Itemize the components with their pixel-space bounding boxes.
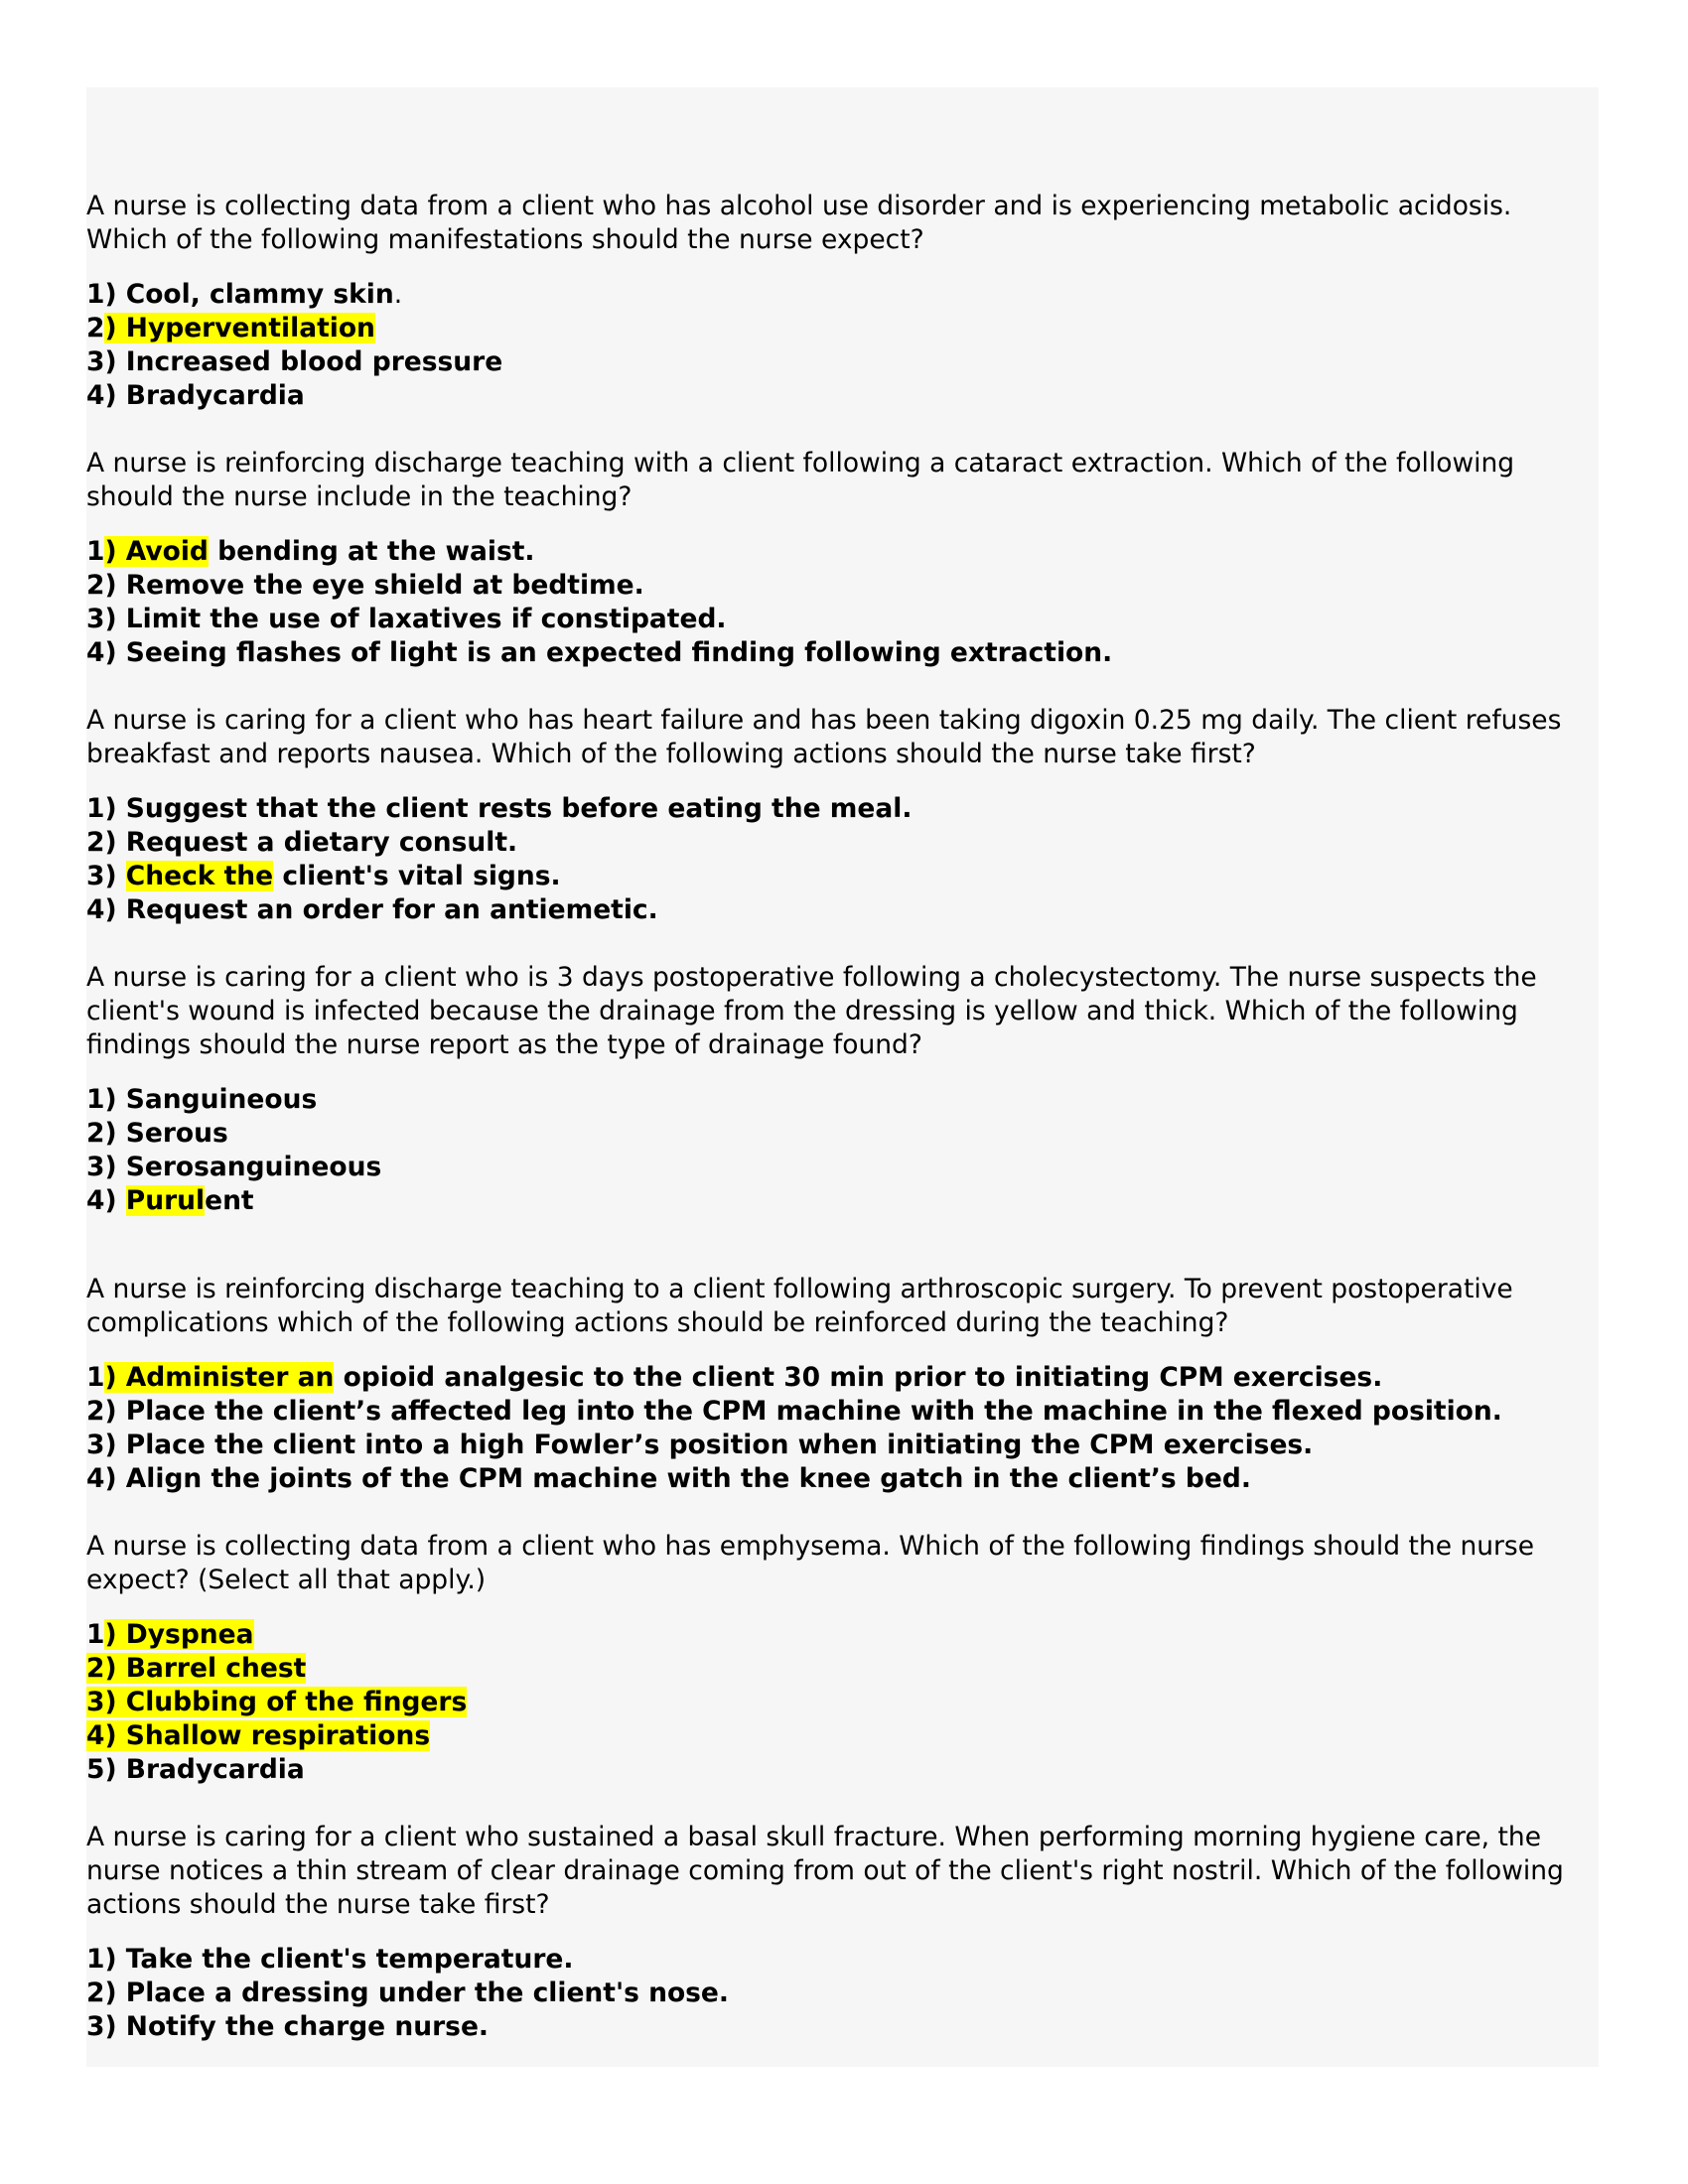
option-text: client's vital signs. bbox=[273, 861, 561, 891]
option-highlighted-text: 4) Shallow respirations bbox=[86, 1720, 431, 1751]
answer-option bbox=[86, 312, 1599, 345]
answer-option bbox=[86, 1652, 1599, 1686]
option-text: 3) Notify the charge nurse. bbox=[86, 2011, 489, 2042]
answer-option bbox=[86, 860, 1599, 893]
option-text: 2) Request a dietary consult. bbox=[86, 827, 518, 858]
option-text: opioid analgesic to the client 30 min prior to initiating CPM exercises. bbox=[334, 1362, 1383, 1393]
option-text: 2) Serous bbox=[86, 1118, 228, 1149]
option-text: 4) Align the joints of the CPM machine with the knee gatch in the client’s bed. bbox=[86, 1463, 1251, 1494]
answer-option bbox=[86, 893, 1599, 927]
answer-option bbox=[86, 1083, 1599, 1117]
question-text: A nurse is reinforcing discharge teaching with a client following a cataract extraction. Which of the following should the nurse include in the teaching? bbox=[86, 448, 1515, 512]
answer-options bbox=[86, 278, 1599, 413]
option-highlighted-text: ) Administer an bbox=[104, 1362, 335, 1393]
answer-options bbox=[86, 1618, 1599, 1787]
option-text: 3) bbox=[86, 861, 126, 891]
option-text: 4) bbox=[86, 1185, 126, 1216]
answer-options bbox=[86, 1083, 1599, 1218]
option-highlighted-text: Check the bbox=[125, 861, 274, 891]
answer-option bbox=[86, 535, 1599, 569]
option-text: 2 bbox=[86, 313, 105, 343]
answer-option bbox=[86, 1429, 1599, 1462]
answer-option bbox=[86, 1117, 1599, 1151]
option-text: 1 bbox=[86, 1619, 105, 1650]
answer-options bbox=[86, 792, 1599, 927]
answer-options bbox=[86, 535, 1599, 670]
answer-option bbox=[86, 278, 1599, 312]
option-highlighted-text: 3) Clubbing of the fingers bbox=[86, 1687, 468, 1717]
option-text: bending at the waist. bbox=[208, 536, 535, 567]
option-text: 3) Increased blood pressure bbox=[86, 346, 503, 377]
answer-option bbox=[86, 1943, 1599, 1977]
question-text: A nurse is caring for a client who sustained a basal skull fracture. When performing morning hygiene care, the nurse notices a thin stream of clear drainage coming from out of the client's right nostril. Which of the following actions should the nurse take first? bbox=[86, 1822, 1564, 1920]
option-text: 2) Remove the eye shield at bedtime. bbox=[86, 570, 644, 601]
option-text: 5) Bradycardia bbox=[86, 1754, 305, 1785]
answer-option bbox=[86, 1753, 1599, 1787]
question-text: A nurse is caring for a client who is 3 days postoperative following a cholecystectomy. The nurse suspects the client's wound is infected because the drainage from the dressing is yellow and thick. Which of the following findings should the nurse report as the type of drainage found? bbox=[86, 962, 1537, 1060]
answer-option bbox=[86, 379, 1599, 413]
answer-option bbox=[86, 1361, 1599, 1395]
document-page bbox=[86, 87, 1599, 2067]
option-text: 4) Seeing flashes of light is an expected finding following extraction. bbox=[86, 637, 1113, 668]
option-text: 3) Place the client into a high Fowler’s position when initiating the CPM exercises. bbox=[86, 1430, 1314, 1460]
question-text: A nurse is reinforcing discharge teaching to a client following arthroscopic surgery. To prevent postoperative complications which of the following actions should be reinforced during the teaching? bbox=[86, 1274, 1513, 1338]
answer-option bbox=[86, 603, 1599, 636]
answer-option bbox=[86, 636, 1599, 670]
question-text: A nurse is caring for a client who has heart failure and has been taking digoxin 0.25 mg daily. The client refuses breakfast and reports nausea. Which of the following actions should the nurse take first? bbox=[86, 705, 1562, 769]
answer-option bbox=[86, 826, 1599, 860]
answer-option bbox=[86, 1184, 1599, 1218]
option-text: 1) Cool, clammy skin bbox=[86, 279, 394, 310]
option-highlighted-text: ) Hyperventilation bbox=[104, 313, 375, 343]
answer-option bbox=[86, 2010, 1599, 2044]
answer-option bbox=[86, 1618, 1599, 1652]
option-punctuation: . bbox=[393, 279, 403, 310]
option-text: 2) Place the client’s affected leg into the CPM machine with the machine in the flexed position. bbox=[86, 1396, 1502, 1427]
answer-option bbox=[86, 792, 1599, 826]
answer-option bbox=[86, 1151, 1599, 1184]
answer-options bbox=[86, 1943, 1599, 2044]
option-text: ent bbox=[205, 1185, 254, 1216]
question-text: A nurse is collecting data from a client who has emphysema. Which of the following findings should the nurse expect? (Select all that apply.) bbox=[86, 1531, 1535, 1595]
option-text: 1 bbox=[86, 1362, 105, 1393]
option-highlighted-text: 2) Barrel chest bbox=[86, 1653, 307, 1684]
answer-option bbox=[86, 1395, 1599, 1429]
answer-option bbox=[86, 1719, 1599, 1753]
answer-options bbox=[86, 1361, 1599, 1496]
option-text: 1 bbox=[86, 536, 105, 567]
option-text: 4) Request an order for an antiemetic. bbox=[86, 894, 658, 925]
option-highlighted-text: Purul bbox=[125, 1185, 206, 1216]
option-highlighted-text: ) Avoid bbox=[104, 536, 209, 567]
option-text: 4) Bradycardia bbox=[86, 380, 305, 411]
option-text: 3) Limit the use of laxatives if constipated. bbox=[86, 604, 727, 634]
option-text: 3) Serosanguineous bbox=[86, 1152, 382, 1182]
answer-option bbox=[86, 345, 1599, 379]
question-text: A nurse is collecting data from a client who has alcohol use disorder and is experiencing metabolic acidosis. Which of the following manifestations should the nurse expect? bbox=[86, 191, 1512, 255]
option-text: 1) Suggest that the client rests before eating the meal. bbox=[86, 793, 913, 824]
option-text: 2) Place a dressing under the client's nose. bbox=[86, 1978, 729, 2008]
answer-option bbox=[86, 1977, 1599, 2010]
answer-option bbox=[86, 1462, 1599, 1496]
option-highlighted-text: ) Dyspnea bbox=[104, 1619, 254, 1650]
option-text: 1) Sanguineous bbox=[86, 1084, 318, 1115]
option-text: 1) Take the client's temperature. bbox=[86, 1944, 574, 1975]
answer-option bbox=[86, 1686, 1599, 1719]
answer-option bbox=[86, 569, 1599, 603]
